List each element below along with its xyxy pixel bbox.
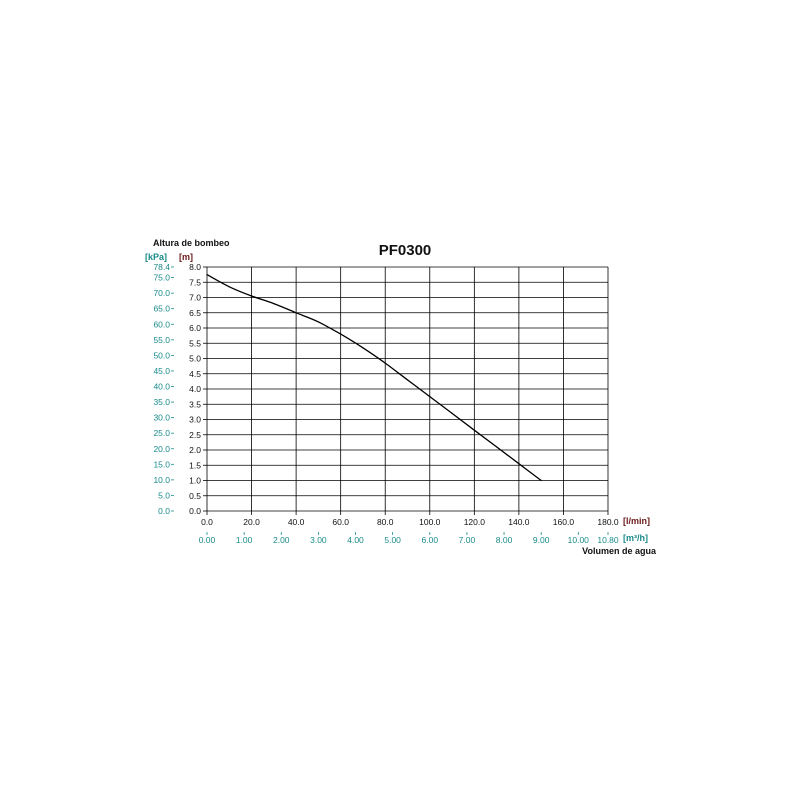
- x-primary-tick-label: 120.0: [463, 517, 485, 527]
- y-secondary-tick-label: 25.0: [153, 428, 170, 439]
- x-secondary-tick-label: 0.00: [198, 535, 216, 545]
- series-point: [474, 430, 475, 431]
- y-primary-tick-label: 7.5: [189, 277, 201, 288]
- x-primary-tick-label: 100.0: [419, 517, 441, 527]
- y-secondary-tick-label: 15.0: [153, 459, 170, 470]
- x-primary-tick-label: 80.0: [376, 517, 394, 527]
- x-secondary-tick-label: 10.80: [597, 535, 619, 545]
- y-primary-tick-label: 2.5: [189, 429, 201, 440]
- y-primary-tick-label: 3.5: [189, 399, 201, 410]
- y-primary-unit: [m]: [179, 252, 193, 262]
- x-secondary-tick-label: 7.00: [458, 535, 476, 545]
- y-secondary-tick-label: 10.0: [153, 474, 170, 485]
- series-point: [496, 446, 497, 447]
- series-point: [429, 396, 430, 397]
- y-secondary-tick-label: 5.0: [158, 490, 170, 501]
- x-primary-tick-label: 60.0: [332, 517, 349, 527]
- y-axis-title: Altura de bombeo: [153, 238, 230, 248]
- y-secondary-tick-label: 70.0: [153, 288, 170, 299]
- y-primary-tick-label: 7.0: [189, 292, 201, 303]
- x-primary-tick-label: 160.0: [552, 517, 575, 527]
- series-point: [318, 321, 319, 322]
- y-primary-tick-label: 5.5: [189, 338, 201, 349]
- x-secondary-tick-label: 8.00: [495, 535, 513, 545]
- y-secondary-tick-label: 75.0: [153, 272, 170, 283]
- y-primary-tick-label: 1.5: [189, 460, 201, 471]
- series-point: [407, 379, 408, 380]
- series-point: [229, 286, 230, 287]
- y-primary-tick-label: 4.5: [189, 368, 201, 379]
- x-secondary-tick-label: 1.00: [235, 535, 253, 545]
- y-secondary-tick-label: 65.0: [153, 303, 170, 314]
- x-secondary-tick-label: 6.00: [421, 535, 439, 545]
- y-primary-tick-label: 5.0: [189, 353, 201, 364]
- x-secondary-tick-label: 5.00: [384, 535, 401, 545]
- y-primary-tick-label: 4.0: [189, 384, 201, 394]
- series-point: [362, 347, 363, 348]
- series-point: [296, 312, 297, 313]
- chart-title: PF0300: [378, 242, 432, 259]
- x-primary-unit: [l/min]: [623, 516, 650, 526]
- y-primary-tick-label: 1.0: [189, 475, 201, 486]
- y-secondary-tick-label: 35.0: [153, 397, 170, 408]
- y-primary-tick-label: 0.5: [189, 490, 201, 501]
- y-secondary-tick-label: 55.0: [153, 334, 170, 345]
- series-point: [340, 334, 341, 335]
- x-secondary-tick-label: 4.00: [347, 535, 364, 545]
- y-primary-tick-label: 2.0: [189, 445, 201, 455]
- grid-lines: [207, 267, 608, 511]
- x-secondary-tick-label: 2.00: [272, 535, 290, 545]
- y-primary-tick-label: 8.0: [189, 262, 201, 272]
- series-point: [451, 413, 452, 414]
- x-secondary-tick-label: 9.00: [532, 535, 550, 545]
- x-primary-tick-label: 0.0: [201, 517, 213, 527]
- x-secondary-unit: [m³/h]: [623, 533, 648, 543]
- y-secondary-unit: [kPa]: [145, 252, 168, 262]
- series-point: [251, 295, 252, 296]
- x-secondary-tick-label: 10.00: [567, 535, 589, 545]
- series-point: [206, 274, 207, 275]
- x-axis-ticks: [199, 511, 619, 545]
- x-primary-tick-label: 140.0: [508, 517, 530, 527]
- x-primary-tick-label: 20.0: [243, 517, 260, 527]
- y-secondary-tick-label: 78.4: [153, 262, 170, 272]
- y-secondary-tick-label: 20.0: [153, 443, 170, 454]
- x-secondary-tick-label: 3.00: [310, 535, 327, 545]
- y-primary-tick-label: 6.0: [189, 323, 201, 333]
- y-secondary-tick-label: 40.0: [153, 381, 170, 392]
- y-secondary-tick-label: 0.0: [158, 506, 170, 516]
- y-secondary-tick-label: 45.0: [153, 365, 170, 376]
- y-axis-ticks: [153, 262, 207, 516]
- series-point: [385, 362, 386, 363]
- y-primary-tick-label: 0.0: [189, 506, 201, 516]
- y-secondary-tick-label: 60.0: [153, 319, 170, 330]
- y-secondary-tick-label: 50.0: [153, 350, 170, 361]
- x-axis-title: Volumen de agua: [582, 546, 656, 556]
- y-secondary-tick-label: 30.0: [153, 412, 170, 423]
- series-point: [273, 303, 274, 304]
- y-primary-tick-label: 3.0: [189, 414, 201, 425]
- x-primary-tick-label: 40.0: [287, 517, 305, 527]
- y-primary-tick-label: 6.5: [189, 307, 201, 318]
- x-primary-tick-label: 180.0: [597, 517, 619, 527]
- series-point: [541, 480, 542, 481]
- series-point: [518, 463, 519, 464]
